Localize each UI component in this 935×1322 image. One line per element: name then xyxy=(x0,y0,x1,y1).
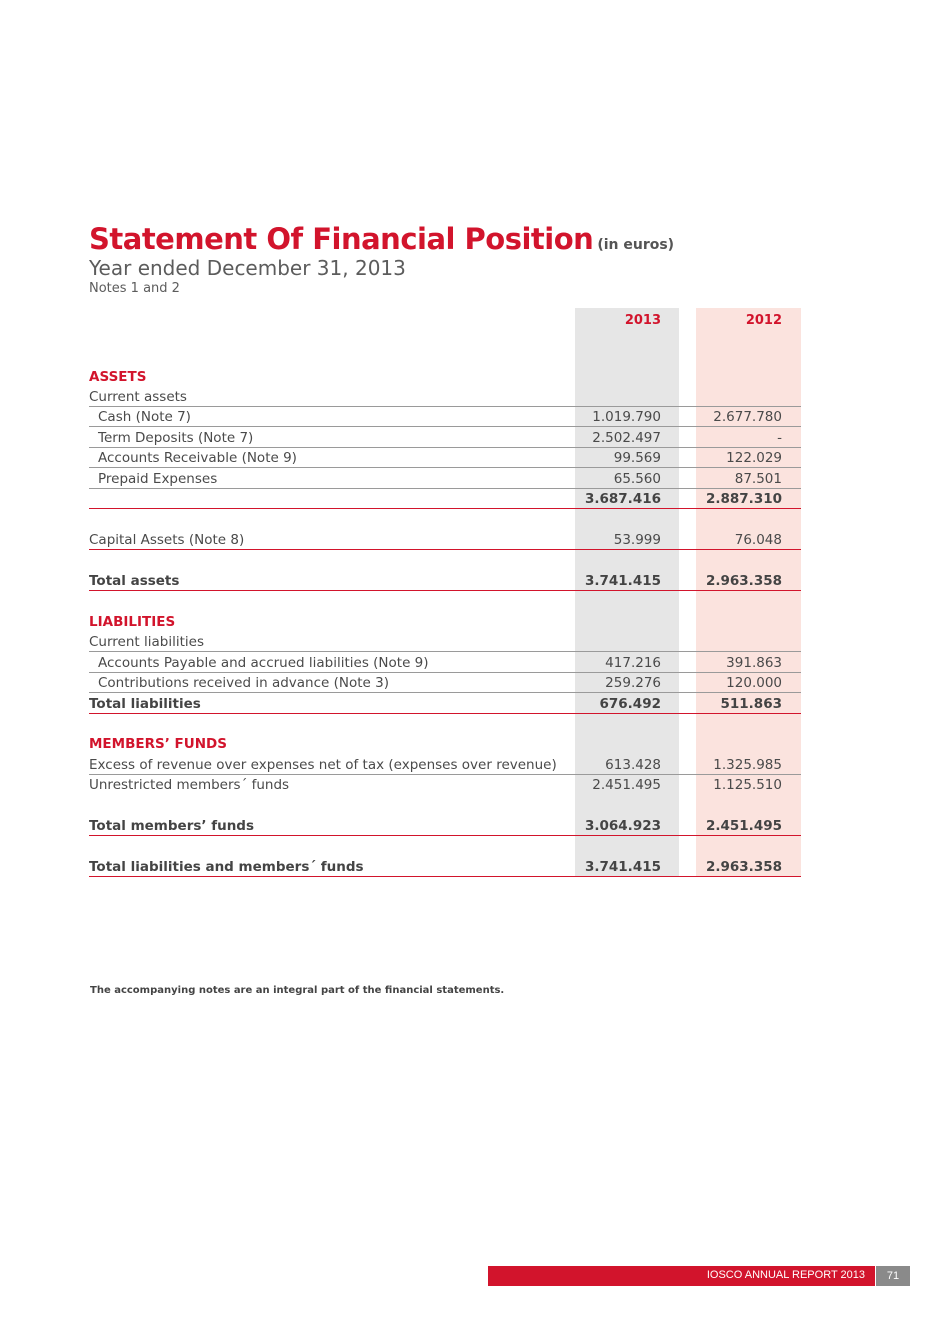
row-label: Excess of revenue over expenses net of tax (expenses over revenue) xyxy=(89,757,557,773)
unit-label: (in euros) xyxy=(597,237,675,253)
page-subtitle: Year ended December 31, 2013 xyxy=(89,256,406,280)
table-row-capital-assets xyxy=(0,530,935,550)
value-2013: 3.064.923 xyxy=(584,818,661,834)
value-2013: 2.502.497 xyxy=(592,430,661,446)
row-label: Unrestricted members´ funds xyxy=(89,777,290,793)
row-label: Total liabilities xyxy=(89,696,201,712)
value-2012: 1.325.985 xyxy=(713,757,782,773)
assets-heading: ASSETS xyxy=(89,369,147,385)
value-2012: 76.048 xyxy=(734,532,782,548)
value-2012: 120.000 xyxy=(726,675,782,691)
table-row-prepaid xyxy=(0,469,935,489)
page-title: Statement Of Financial Position xyxy=(89,222,594,256)
table-row-grand-total xyxy=(0,857,935,877)
table-row-term-deposits xyxy=(0,428,935,448)
value-2013: 2.451.495 xyxy=(592,777,661,793)
table-row-excess xyxy=(0,755,935,775)
assets-heading-row xyxy=(0,367,935,387)
row-label: Cash (Note 7) xyxy=(98,409,191,425)
footnote: The accompanying notes are an integral part of the financial statements. xyxy=(90,985,505,996)
table-row-unrestricted xyxy=(0,775,935,795)
value-2012: 391.863 xyxy=(726,655,782,671)
row-divider xyxy=(89,508,801,509)
current-assets-label: Current assets xyxy=(89,389,187,405)
value-2013: 53.999 xyxy=(613,532,661,548)
table-row-current-assets-subtotal xyxy=(0,489,935,509)
liabilities-heading-row xyxy=(0,612,935,632)
row-label: Total liabilities and members´ funds xyxy=(89,859,364,875)
funds-heading: MEMBERS’ FUNDS xyxy=(89,736,227,752)
row-label: Accounts Payable and accrued liabilities (Note 9) xyxy=(98,655,429,671)
liabilities-heading: LIABILITIES xyxy=(89,614,176,630)
value-2012: 2.963.358 xyxy=(705,573,782,589)
value-2012: 2.451.495 xyxy=(705,818,782,834)
value-2012: 1.125.510 xyxy=(713,777,782,793)
value-2013: 1.019.790 xyxy=(592,409,661,425)
value-2012: 2.963.358 xyxy=(705,859,782,875)
value-2012: 2.677.780 xyxy=(713,409,782,425)
value-2013: 613.428 xyxy=(605,757,661,773)
page-title-block xyxy=(89,222,674,256)
table-row-total-liabilities xyxy=(0,694,935,714)
value-2012: - xyxy=(777,430,782,446)
value-2012: 511.863 xyxy=(720,696,782,712)
row-divider xyxy=(89,426,801,427)
column-header-2012: 2012 xyxy=(745,313,782,328)
row-divider xyxy=(89,713,801,714)
row-divider xyxy=(89,692,801,693)
column-header-2013: 2013 xyxy=(624,313,661,328)
value-2013: 676.492 xyxy=(599,696,661,712)
row-label: Accounts Receivable (Note 9) xyxy=(98,450,297,466)
value-2012: 2.887.310 xyxy=(705,491,782,507)
table-row-payable xyxy=(0,653,935,673)
row-divider xyxy=(89,651,801,652)
table-row-total-members-funds xyxy=(0,816,935,836)
value-2013: 65.560 xyxy=(613,471,661,487)
row-divider xyxy=(89,590,801,591)
value-2013: 99.569 xyxy=(613,450,661,466)
row-label: Contributions received in advance (Note 3) xyxy=(98,675,389,691)
value-2013: 3.741.415 xyxy=(584,859,661,875)
current-liabilities-row xyxy=(0,632,935,652)
row-divider xyxy=(89,835,801,836)
value-2013: 3.687.416 xyxy=(584,491,661,507)
notes-reference: Notes 1 and 2 xyxy=(89,281,180,296)
row-label: Term Deposits (Note 7) xyxy=(98,430,254,446)
row-label: Total assets xyxy=(89,573,180,589)
row-divider xyxy=(89,467,801,468)
footer-report-title: IOSCO ANNUAL REPORT 2013 xyxy=(706,1269,865,1281)
page-number: 71 xyxy=(876,1266,910,1286)
current-assets-row xyxy=(0,387,935,407)
footer-bar xyxy=(488,1266,875,1286)
table-row-total-assets xyxy=(0,571,935,591)
row-divider xyxy=(89,549,801,550)
value-2012: 122.029 xyxy=(726,450,782,466)
row-label: Prepaid Expenses xyxy=(98,471,218,487)
current-liabilities-label: Current liabilities xyxy=(89,634,204,650)
value-2012: 87.501 xyxy=(734,471,782,487)
value-2013: 259.276 xyxy=(605,675,661,691)
row-divider xyxy=(89,876,801,877)
value-2013: 417.216 xyxy=(605,655,661,671)
funds-heading-row xyxy=(0,734,935,754)
row-label: Total members’ funds xyxy=(89,818,255,834)
table-row-receivable xyxy=(0,448,935,468)
value-2013: 3.741.415 xyxy=(584,573,661,589)
table-row-cash xyxy=(0,407,935,427)
table-row-advance xyxy=(0,673,935,693)
row-label: Capital Assets (Note 8) xyxy=(89,532,245,548)
